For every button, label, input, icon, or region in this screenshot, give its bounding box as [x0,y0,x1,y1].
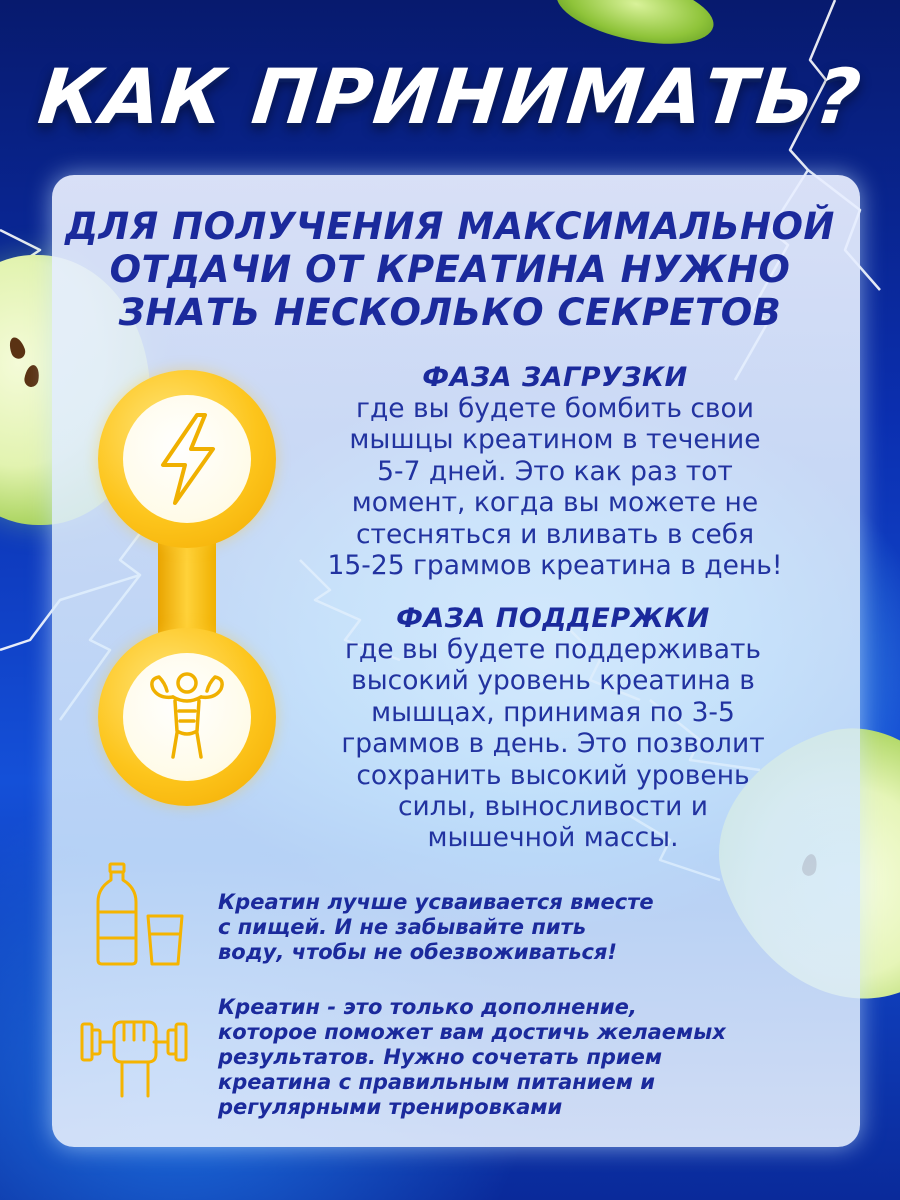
tip-line: воду, чтобы не обезвоживаться! [218,940,617,964]
phase-line: 15-25 граммов креатина в день! [327,550,783,582]
tip-line: Креатин - это только дополнение, [218,995,637,1019]
tip-line: которое поможет вам достичь желаемых [218,1020,726,1044]
tip-hydration [218,890,654,965]
headline-line: ДЛЯ ПОЛУЧЕНИЯ МАКСИМАЛЬНОЙ [65,205,835,248]
phase-line: стесняться и вливать в себя [355,518,755,550]
phase-title: ФАЗА ЗАГРУЗКИ [422,362,688,393]
apple-seed [7,335,28,360]
tip-line: результатов. Нужно сочетать прием [218,1045,663,1069]
tip-line: креатина с правильным питанием и [218,1070,655,1094]
loading-phase [300,362,810,581]
headline-line: ЗНАТЬ НЕСКОЛЬКО СЕКРЕТОВ [118,291,782,334]
water-bottle-glass-icon [90,860,190,970]
phase-line: мышцах, принимая по 3-5 [371,696,735,728]
apple-seed [23,364,41,388]
maintenance-phase [296,603,810,854]
headline-line: ОТДАЧИ ОТ КРЕАТИНА НУЖНО [109,248,791,291]
phase-description [296,634,810,854]
apple-slice-top [551,0,720,56]
phase-line: силы, выносливости и [397,791,709,823]
phase-line: 5-7 дней. Это как раз тот [377,455,733,487]
tip-supplement [218,995,726,1120]
phase-line: где вы будете бомбить свои [356,393,754,424]
phase-line: мышцы креатином в течение [349,424,761,456]
bodybuilder-icon [123,653,251,781]
tip-line: Креатин лучше усваивается вместе [218,890,654,914]
phase-line: сохранить высокий уровень [356,759,750,791]
phase-line: граммов в день. Это позволит [341,728,765,760]
phase-line: момент, когда вы можете не [351,487,759,519]
phase-line: высокий уровень креатина в [351,665,755,697]
phase-line: мышечной массы. [427,822,679,854]
page-title: КАК ПРИНИМАТЬ? [34,52,866,141]
fist-dumbbell-icon [78,1000,190,1100]
tip-line: с пищей. И не забывайте пить [218,915,586,939]
loading-phase-badge [98,370,276,548]
phase-line: где вы будете поддерживать [344,634,762,665]
phase-description [300,393,810,581]
lightning-icon [123,395,251,523]
maintenance-phase-badge [98,628,276,806]
headline [0,205,900,334]
tip-line: регулярными тренировками [218,1095,563,1119]
phase-title: ФАЗА ПОДДЕРЖКИ [396,603,710,634]
